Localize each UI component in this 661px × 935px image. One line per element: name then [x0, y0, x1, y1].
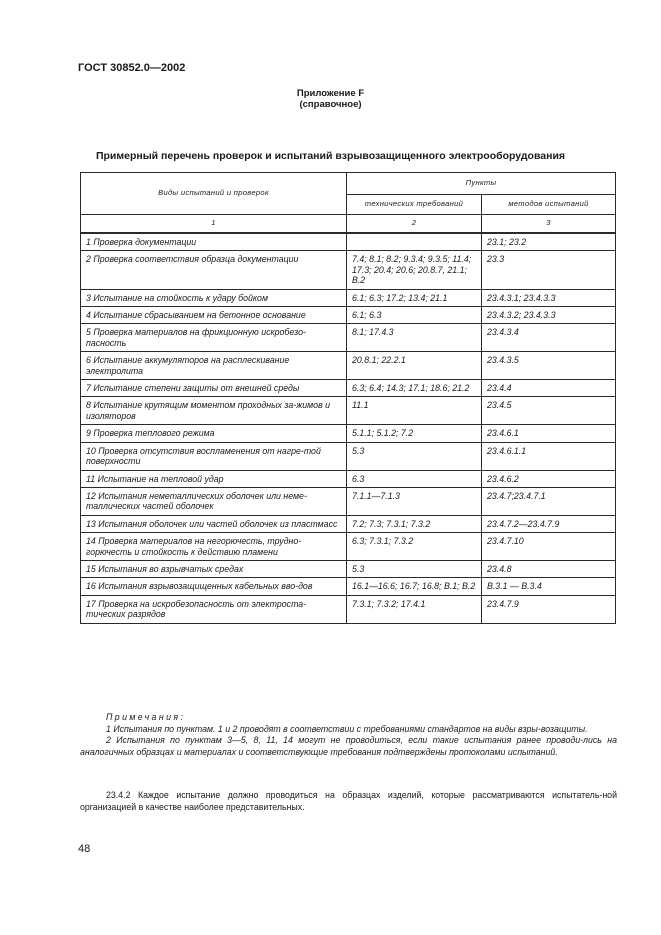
requirements-cell: 6.3; 7.3.1; 7.3.2: [347, 533, 482, 561]
method-cell: 23.4.3.4: [482, 324, 616, 352]
method-cell: 23.4.7.2—23.4.7.9: [482, 515, 616, 532]
method-cell: 23.4.7.9: [482, 595, 616, 623]
table-row: [81, 578, 616, 595]
method-cell: 23.3: [482, 251, 616, 289]
method-cell: 23.4.7.10: [482, 533, 616, 561]
col-header-requirements: технических требований: [347, 195, 482, 215]
table-row: [81, 515, 616, 532]
table-title: Примерный перечень проверок и испытаний взрывозащищенного электрооборудования: [95, 150, 566, 162]
appendix-title: Приложение F: [296, 88, 365, 99]
note-item: 1 Испытания по пунктам. 1 и 2 проводят в соответствии с требованиями стандартов на виды взры-возащиты.: [106, 723, 588, 734]
requirements-cell: 7.3.1; 7.3.2; 17.4.1: [347, 595, 482, 623]
table-row: [81, 324, 616, 352]
requirements-cell: 6.3: [347, 470, 482, 487]
test-name-cell: 6 Испытание аккумуляторов на расплескивание электролита: [81, 352, 347, 380]
note-item: 2 Испытания по пунктам 3—5, 8, 11, 14 могут не проводиться, если такие испытания ранее проводи-лись на аналогичных образцах и материалах и соответствующие требования подтверждены протоколами испытаний.: [80, 735, 617, 757]
method-cell: 23.4.6.1.1: [482, 442, 616, 470]
col-number: 2: [347, 215, 482, 234]
requirements-cell: 7.2; 7.3; 7.3.1; 7.3.2: [347, 515, 482, 532]
table-row: [81, 442, 616, 470]
col-group-header-items: Пункты: [347, 173, 616, 195]
col-number: 1: [81, 215, 347, 234]
table-row: [81, 307, 616, 324]
col-header-tests: Виды испытаний и проверок: [81, 173, 347, 215]
test-name-cell: 7 Испытание степени защиты от внешней среды: [81, 380, 347, 397]
notes-block: [80, 712, 617, 758]
table-row: [81, 560, 616, 577]
test-name-cell: 11 Испытание на тепловой удар: [81, 470, 347, 487]
document-header: ГОСТ 30852.0—2002: [78, 62, 186, 74]
appendix-subtitle: (справочное): [299, 99, 362, 110]
test-name-cell: 16 Испытания взрывозащищенных кабельных вво-дов: [81, 578, 347, 595]
test-name-cell: 13 Испытания оболочек или частей оболочек из пластмасс: [81, 515, 347, 532]
test-name-cell: 1 Проверка документации: [81, 233, 347, 251]
col-number: 3: [482, 215, 616, 234]
method-cell: B.3.1 — B.3.4: [482, 578, 616, 595]
method-cell: 23.4.7;23.4.7.1: [482, 487, 616, 515]
table-row: [81, 487, 616, 515]
requirements-cell: 7.1.1—7.1.3: [347, 487, 482, 515]
test-name-cell: 15 Испытания во взрывчатых средах: [81, 560, 347, 577]
appendix-heading: [0, 88, 661, 110]
requirements-cell: 11.1: [347, 397, 482, 425]
method-cell: 23.4.6.1: [482, 425, 616, 442]
method-cell: 23.4.5: [482, 397, 616, 425]
method-cell: 23.4.3.1; 23.4.3.3: [482, 289, 616, 306]
body-paragraph: 23.4.2 Каждое испытание должно проводиться на образцах изделий, которые рассматриваются испытатель-ной организацией в качестве наиболее представительных.: [80, 790, 617, 812]
table-row: [81, 289, 616, 306]
test-name-cell: 14 Проверка материалов на негорючесть, трудно-горючесть и стойкость к действию пламени: [81, 533, 347, 561]
test-name-cell: 10 Проверка отсутствия воспламенения от нагре-той поверхности: [81, 442, 347, 470]
requirements-cell: 5.3: [347, 442, 482, 470]
method-cell: 23.1; 23.2: [482, 233, 616, 251]
requirements-cell: 16.1—16.6; 16.7; 16.8; B.1; B.2: [347, 578, 482, 595]
tests-table: [80, 172, 616, 624]
test-name-cell: 5 Проверка материалов на фрикционную искробезо-пасность: [81, 324, 347, 352]
method-cell: 23.4.6.2: [482, 470, 616, 487]
requirements-cell: 6.1; 6.3; 17.2; 13.4; 21.1: [347, 289, 482, 306]
requirements-cell: 6.3; 6.4; 14.3; 17.1; 18.6; 21.2: [347, 380, 482, 397]
table-row: [81, 595, 616, 623]
table-row: [81, 251, 616, 289]
requirements-cell: 20.8.1; 22.2.1: [347, 352, 482, 380]
requirements-cell: 8.1; 17.4.3: [347, 324, 482, 352]
requirements-cell: 6.1; 6.3: [347, 307, 482, 324]
requirements-cell: 7.4; 8.1; 8.2; 9.3.4; 9.3.5; 11.4; 17.3; 20.4; 20.6; 20.8.7, 21.1; B.2: [347, 251, 482, 289]
test-name-cell: 4 Испытание сбрасыванием на бетонное основание: [81, 307, 347, 324]
test-name-cell: 12 Испытания неметаллических оболочек или неме-таллических частей оболочек: [81, 487, 347, 515]
test-name-cell: 3 Испытание на стойкость к удару бойком: [81, 289, 347, 306]
method-cell: 23.4.3.2; 23.4.3.3: [482, 307, 616, 324]
table-row: [81, 397, 616, 425]
table-row: [81, 380, 616, 397]
table-row: [81, 533, 616, 561]
test-name-cell: 17 Проверка на искробезопасность от электроста-тических разрядов: [81, 595, 347, 623]
method-cell: 23.4.3.5: [482, 352, 616, 380]
table-row: [81, 470, 616, 487]
requirements-cell: 5.1.1; 5.1.2; 7.2: [347, 425, 482, 442]
table-row: [81, 233, 616, 251]
col-header-methods: методов испытаний: [482, 195, 616, 215]
page-number: 48: [78, 843, 91, 855]
requirements-cell: 5.3: [347, 560, 482, 577]
table-row: [81, 352, 616, 380]
test-name-cell: 9 Проверка теплового режима: [81, 425, 347, 442]
requirements-cell: [347, 233, 482, 251]
method-cell: 23.4.8: [482, 560, 616, 577]
method-cell: 23.4.4: [482, 380, 616, 397]
test-name-cell: 2 Проверка соответствия образца документации: [81, 251, 347, 289]
test-name-cell: 8 Испытание крутящим моментом проходных за-жимов и изоляторов: [81, 397, 347, 425]
notes-title: Примечания:: [106, 712, 186, 722]
table-row: [81, 425, 616, 442]
